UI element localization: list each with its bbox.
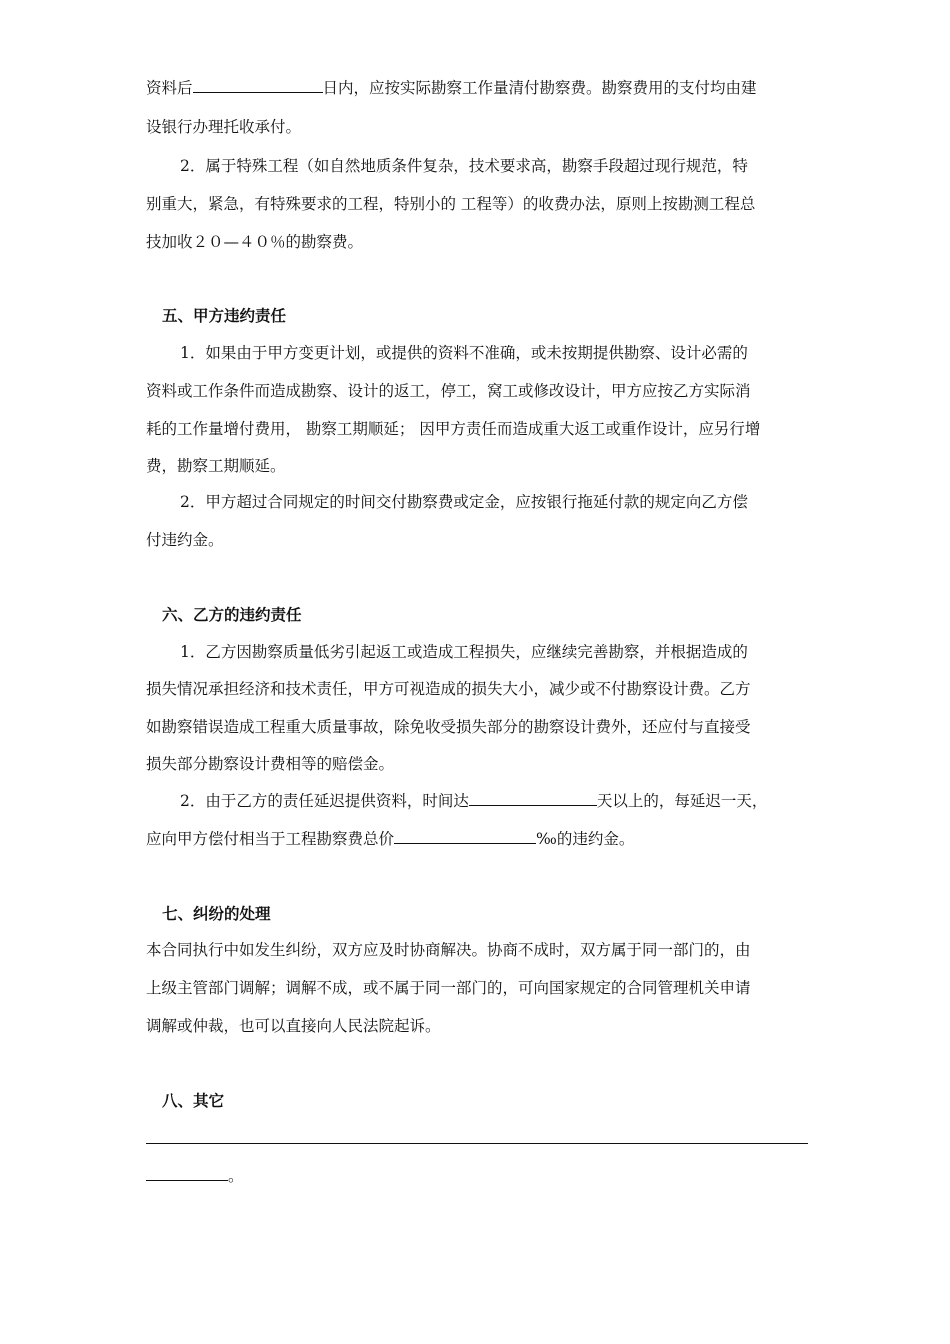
text-fragment: 资料后 (146, 79, 193, 97)
paragraph-line: 2．甲方超过合同规定的时间交付勘察费或定金，应按银行拖延付款的规定向乙方偿 (180, 493, 748, 511)
section-heading: 五、甲方违约责任 (162, 306, 287, 325)
blank-penalty-rate-field[interactable] (394, 829, 536, 844)
text-fragment: 。 (228, 1167, 244, 1185)
text-fragment: 天以上的，每延迟一天， (596, 792, 768, 810)
section-heading: 七、纠纷的处理 (162, 904, 271, 923)
paragraph-line: 损失部分勘察设计费相等的赔偿金。 (146, 755, 395, 773)
text-fragment: 应向甲方偿付相当于工程勘察费总价 (146, 830, 395, 848)
blank-other-terms-line[interactable] (146, 1143, 808, 1144)
blank-delay-days-field[interactable] (469, 791, 597, 806)
paragraph-line: 别重大，紧急，有特殊要求的工程，特别小的 工程等）的收费办法，原则上按勘测工程总 (146, 195, 756, 213)
paragraph-line: 费，勘察工期顺延。 (146, 457, 286, 475)
paragraph-line (146, 1158, 811, 1195)
blank-days-field[interactable] (193, 78, 323, 93)
paragraph-line: 耗的工作量增付费用， 勘察工期顺延； 因甲方责任而造成重大返工或重作设计，应另行增 (146, 420, 761, 438)
paragraph-line: 调解或仲裁，也可以直接向人民法院起诉。 (146, 1017, 441, 1035)
text-fragment: 2．由于乙方的责任延迟提供资料，时间达 (180, 792, 469, 810)
paragraph-line: 上级主管部门调解；调解不成，或不属于同一部门的，可向国家规定的合同管理机关申请 (146, 979, 751, 997)
paragraph-line (146, 70, 811, 107)
paragraph-line (146, 821, 811, 858)
section-heading: 六、乙方的违约责任 (162, 605, 302, 624)
text-fragment: 日内，应按实际勘察工作量清付勘察费。勘察费用的支付均由建 (322, 79, 757, 97)
paragraph-line: 2．属于特殊工程（如自然地质条件复杂，技术要求高，勘察手段超过现行规范，特 (180, 157, 748, 175)
paragraph-line: 设银行办理托收承付。 (146, 118, 302, 136)
paragraph-line: 1．如果由于甲方变更计划，或提供的资料不准确，或未按期提供勘察、设计必需的 (180, 344, 748, 362)
paragraph-line: 本合同执行中如发生纠纷，双方应及时协商解决。协商不成时，双方属于同一部门的，由 (146, 941, 751, 959)
section-heading: 八、其它 (162, 1091, 225, 1110)
paragraph-line: 如勘察错误造成工程重大质量事故，除免收受损失部分的勘察设计费外，还应付与直接受 (146, 718, 751, 736)
paragraph-line: 1．乙方因勘察质量低劣引起返工或造成工程损失，应继续完善勘察，并根据造成的 (180, 643, 748, 661)
text-fragment: ‰的违约金。 (536, 830, 635, 848)
paragraph-line: 资料或工作条件而造成勘察、设计的返工，停工，窝工或修改设计，甲方应按乙方实际消 (146, 382, 751, 400)
blank-other-terms-end[interactable] (146, 1166, 228, 1181)
paragraph-line: 损失情况承担经济和技术责任，甲方可视造成的损失大小，减少或不付勘察设计费。乙方 (146, 680, 751, 698)
paragraph-line: 技加收２０—４０％的勘察费。 (146, 233, 364, 251)
paragraph-line: 付违约金。 (146, 531, 224, 549)
paragraph-line (180, 783, 811, 820)
